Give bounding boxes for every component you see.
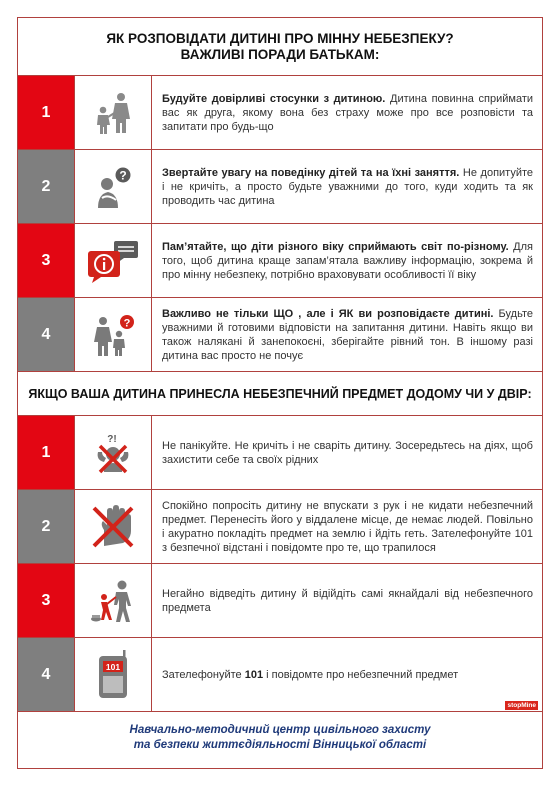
parent-child-question-icon bbox=[75, 298, 152, 371]
title-line-1: ЯК РОЗПОВІДАТИ ДИТИНІ ПРО МІННУ НЕБЕЗПЕКУ? bbox=[106, 30, 454, 46]
step-number: 2 bbox=[18, 490, 75, 563]
step-body: Негайно відведіть дитину й відійдіть самі якнайдалі від небезпечного предмета bbox=[162, 587, 533, 614]
footer-line-2: та безпеки життєдіяльності Вінницької області bbox=[133, 739, 427, 751]
step-row bbox=[18, 490, 542, 564]
phone-101-icon bbox=[75, 638, 152, 711]
step-body: і повідомте про небезпечний предмет bbox=[263, 668, 459, 681]
tip-number: 1 bbox=[18, 76, 75, 149]
svg-text:?!: ?! bbox=[107, 433, 117, 445]
poster bbox=[17, 17, 543, 769]
step-bold: 101 bbox=[244, 668, 264, 681]
tip-body: Дитина повинна сприймати вас як друга, якому вона без страху може про все розповісти та запитати про будь-що bbox=[162, 92, 534, 133]
info-chat-icon bbox=[75, 224, 152, 297]
no-panic-icon bbox=[75, 416, 152, 489]
tip-body: Будьте уважними й готовими відповісти на запитання дитини. Навіть якщо ви також налякані й занепокоєні, зберігайте рівний тон. В іншому разі дитина вас просто не почує bbox=[162, 307, 533, 362]
step-text bbox=[152, 638, 542, 711]
step-number: 1 bbox=[18, 416, 75, 489]
title-line-2: ВАЖЛИВІ ПОРАДИ БАТЬКАМ: bbox=[180, 46, 380, 62]
tip-body: Для того, щоб дитина краще запам’ятала важливу інформацію, зокрема й про мінну небезпеку, потрібно враховувати особливості її віку bbox=[162, 240, 534, 281]
child-question-icon bbox=[75, 150, 152, 223]
step-row bbox=[18, 564, 542, 638]
footer-line-1: Навчально-методичний центр цивільного захисту bbox=[129, 724, 431, 736]
step-body: Не панікуйте. Не кричіть і не сваріть дитину. Зосередьтесь на діях, щоб захистити себе та своїх рідних bbox=[162, 439, 533, 466]
tip-number: 4 bbox=[18, 298, 75, 371]
step-body: Спокійно попросіть дитину не впускати з рук і не кидати небезпечний предмет. Перенесіть його у віддалене місце, де немає людей. Повільно і акуратно покладіть предмет на землю і йдіть геть. Зателефонуйте 101 з безпечної відстані і повідомте про те, що трапилося bbox=[162, 499, 533, 554]
tip-text bbox=[152, 298, 542, 371]
stopmine-logo: stopMine bbox=[507, 702, 536, 709]
tip-row bbox=[18, 150, 542, 224]
tip-row bbox=[18, 224, 542, 298]
svg-text:?: ? bbox=[119, 168, 127, 182]
tip-text bbox=[152, 150, 542, 223]
footer bbox=[18, 712, 542, 764]
tip-row bbox=[18, 76, 542, 150]
step-text bbox=[152, 564, 542, 637]
do-not-touch-icon bbox=[75, 490, 152, 563]
step-row bbox=[18, 638, 542, 712]
step-text bbox=[152, 416, 542, 489]
phone-screen-number: 101 bbox=[105, 661, 121, 672]
tip-number: 2 bbox=[18, 150, 75, 223]
section-heading: ЯКЩО ВАША ДИТИНА ПРИНЕСЛА НЕБЕЗПЕЧНИЙ ПРЕДМЕТ ДОДОМУ ЧИ У ДВІР: bbox=[18, 372, 542, 416]
tip-row bbox=[18, 298, 542, 372]
tip-number: 3 bbox=[18, 224, 75, 297]
walk-away-icon bbox=[75, 564, 152, 637]
step-pre: Зателефонуйте bbox=[162, 668, 245, 681]
tip-text bbox=[152, 76, 542, 149]
step-number: 3 bbox=[18, 564, 75, 637]
tip-bold: Важливо не тільки ЩО , але і ЯК ви розповідаєте дитині. bbox=[162, 307, 494, 320]
parent-child-icon bbox=[75, 76, 152, 149]
tip-bold: Будуйте довірливі стосунки з дитиною. bbox=[162, 92, 386, 105]
tip-bold: Звертайте увагу на поведінку дітей та на їхні заняття. bbox=[162, 166, 460, 179]
svg-text:?: ? bbox=[123, 317, 131, 329]
tip-text bbox=[152, 224, 542, 297]
tip-body: Не допитуйте і не кричіть, а просто будьте уважними до того, куди ходить та як проводить час дитина bbox=[162, 166, 534, 207]
page-title bbox=[18, 18, 542, 76]
tip-bold: Пам’ятайте, що діти різного віку сприймають світ по-різному. bbox=[162, 240, 509, 253]
step-text bbox=[152, 490, 542, 563]
step-number: 4 bbox=[18, 638, 75, 711]
step-row bbox=[18, 416, 542, 490]
